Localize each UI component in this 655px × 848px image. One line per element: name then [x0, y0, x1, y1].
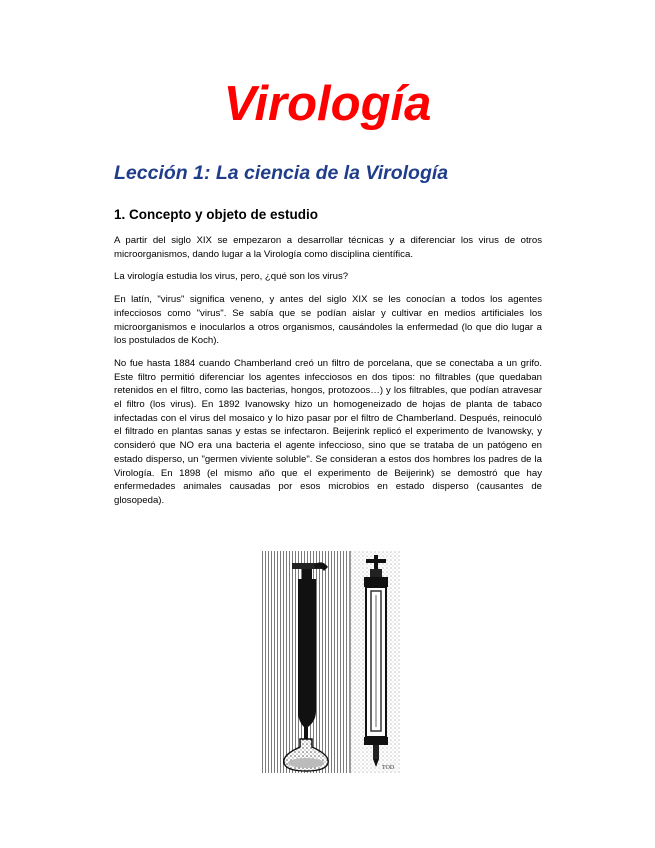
chamberland-filter-illustration-icon — [262, 551, 400, 773]
paragraph-history: No fue hasta 1884 cuando Chamberland creó un filtro de porcelana, que se conectaba a un grifo. Este filtro permitió diferenciar los agentes infecciosos en dos tipos: no filtrables (que quedaban retenidos en el filtro, como las bacterias, hongos, protozoos…) y los filtrables, que podían atravesar el filtro (los virus). En 1892 Ivanowsky hizo un homogeneizado de hojas de planta de tabaco infectadas con el virus del mosaico y lo hizo pasar por el filtro de Chamberland. Después, reinoculó el filtrado en plantas sanas y estas se infectaron. Beijerink replicó el experimento de Ivanowsky, y consideró que NO era una bacteria el agente infeccioso, sino que se trataba de un patógeno en estado disperso, un "germen viviente soluble". Se consideran a estos dos hombres los padres de la Virología. En 1898 (el mismo año que el experimento de Beijerink) se demostró que hay enfermedades animales causadas por esos microbios en estado disperso (causantes de glosopeda). — [114, 357, 542, 506]
svg-text:TOD: TOD — [382, 765, 395, 771]
paragraph-question: La virología estudia los virus, pero, ¿qué son los virus? — [114, 271, 349, 283]
document-title: Virología — [223, 77, 432, 131]
lesson-title: Lección 1: La ciencia de la Virología — [114, 162, 449, 184]
chamberland-filter-figure — [262, 551, 400, 773]
body-text — [114, 234, 542, 517]
paragraph-intro: A partir del siglo XIX se empezaron a desarrollar técnicas y a diferenciar los virus de otros microorganismos, dando lugar a la Virología como disciplina científica. — [114, 235, 542, 260]
section-title: 1. Concepto y objeto de estudio — [114, 207, 319, 222]
paragraph-etymology: En latín, "virus" significa veneno, y antes del siglo XIX se les conocían a todos los agentes infecciosos como "virus". Se sabía que se podían aislar y cultivar en medios artificiales los microorganismos e inocularlos a otros organismos, causándoles la enfermedad (lo que dio lugar a los postulados de Koch). — [114, 294, 542, 347]
